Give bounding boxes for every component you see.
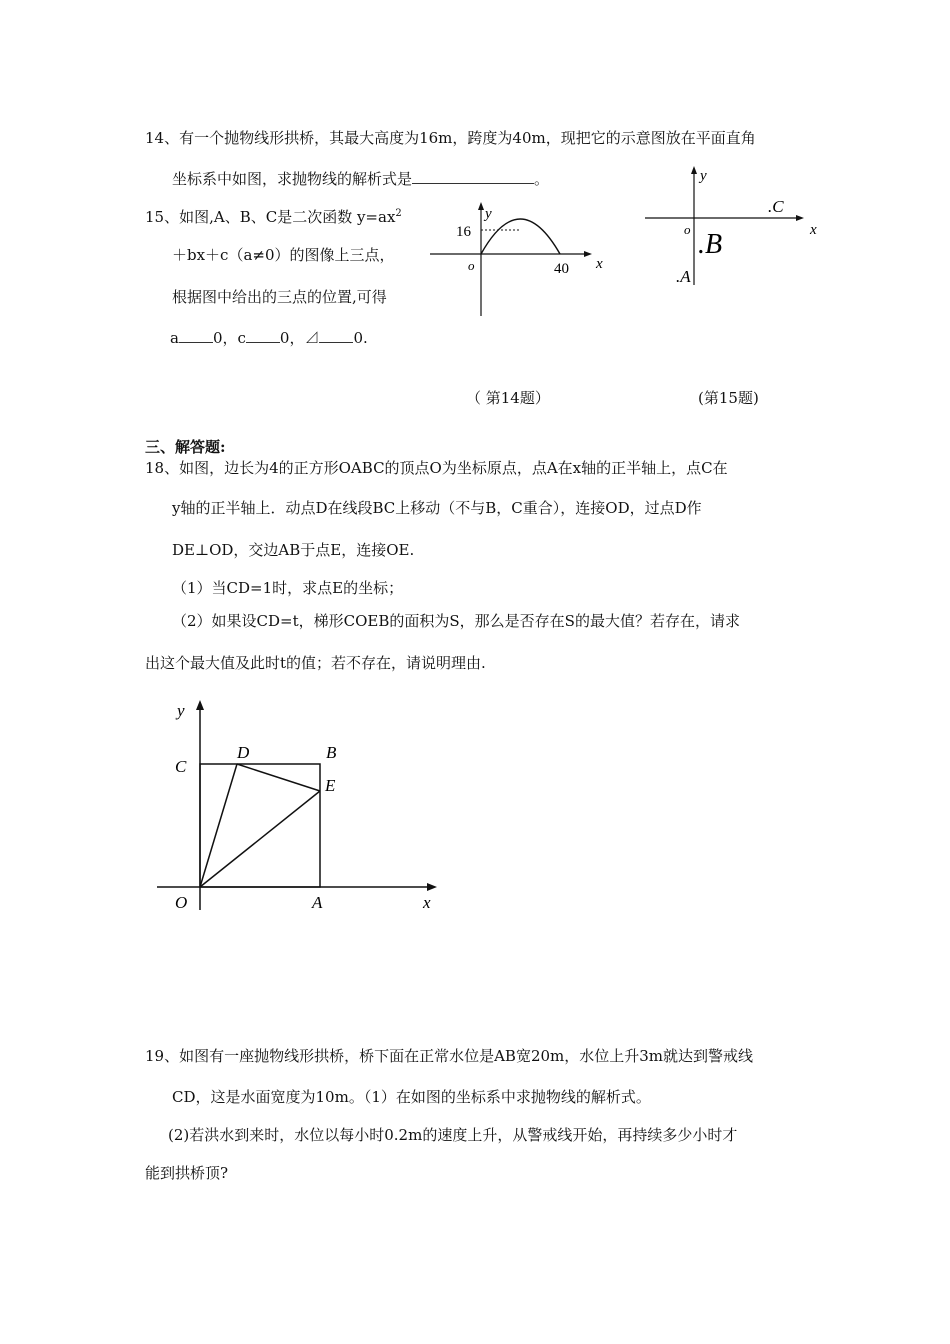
fig18-segment-od [200,764,237,887]
q18-line1: 18、如图，边长为4的正方形OABC的顶点O为坐标原点，点A在x轴的正半轴上，点C在 [145,459,728,477]
fig15-x-arrow [796,215,804,221]
q19-line3: (2)若洪水到来时，水位以每小时0.2m的速度上升，从警戒线开始，再持续多少小时才 [168,1126,738,1144]
q19-line1: 19、如图有一座抛物线形拱桥，桥下面在正常水位是AB宽20m，水位上升3m就达到警戒线 [145,1047,754,1065]
q14-answer-blank [412,169,534,184]
fig14-x-arrow [584,251,592,257]
fig15-origin-label: o [684,222,691,237]
fig14-y-label: y [485,206,492,222]
q15-c-label: ，c [222,329,246,347]
q15-a-blank [179,328,213,343]
fig15-point-b: .B [698,229,723,260]
fig18-label-d: D [237,743,250,762]
fig15-points-diagram [640,160,825,290]
q15-delta-label: ，⊿ [289,329,320,347]
q15-line1 [145,204,402,227]
q15-end: 0. [353,329,368,347]
q15-answer-line [170,328,368,348]
fig15-y-label: y [700,168,707,184]
fig18-segment-oe [200,791,320,887]
fig18-label-c: C [175,757,187,776]
q18-part2b: 出这个最大值及此时t的值；若不存在，请说明理由. [145,654,486,672]
fig14-height-label: 16 [456,224,471,240]
fig14-caption: （ 第14题） [466,389,550,407]
q18-part2a: （2）如果设CD=t，梯形COEB的面积为S，那么是否存在S的最大值？若存在，请求 [172,612,740,630]
fig18-label-o: O [175,893,188,912]
fig15-point-a: .A [676,267,691,286]
fig14-x-label: x [596,256,603,272]
q15-c-zero: 0 [279,329,290,347]
q14-line2-end: 。 [534,170,550,188]
fig14-parabola-diagram [428,196,618,322]
fig18-x-label: x [423,893,431,912]
fig15-caption: (第15题) [698,389,759,407]
fig18-x-arrow [427,883,437,891]
q15-line3: 根据图中给出的三点的位置,可得 [172,288,387,306]
fig18-label-b: B [326,743,337,762]
q19-line2: CD，这是水面宽度为10m。（1）在如图的坐标系中求抛物线的解析式。 [172,1088,651,1106]
q14-line2-text: 坐标系中如图，求抛物线的解析式是 [172,170,413,188]
fig15-y-arrow [691,166,697,174]
fig14-parabola-curve [481,219,560,254]
q15-a-zero: 0 [212,329,223,347]
q19-line4: 能到拱桥顶? [145,1164,229,1182]
q18-line3: DE⊥OD，交边AB于点E，连接OE. [172,541,415,559]
q15-a-label: a [170,329,179,347]
fig14-y-arrow [478,202,484,210]
fig14-span-label: 40 [554,261,569,277]
fig18-segment-de [237,764,320,791]
fig15-point-c: .C [768,197,784,216]
q15-superscript: 2 [395,208,402,219]
fig15-x-label: x [810,222,817,238]
section-title: 三、解答题: [145,438,226,456]
fig18-y-label: y [177,701,185,720]
q14-line1: 14、有一个抛物线形拱桥，其最大高度为16m，跨度为40m，现把它的示意图放在平面直角 [145,129,756,147]
q15-delta-blank [319,328,353,343]
q15-c-blank [246,328,280,343]
fig14-origin-label: o [468,258,475,273]
fig18-square-diagram [155,696,445,916]
q18-line2: y轴的正半轴上．动点D在线段BC上移动（不与B，C重合），连接OD，过点D作 [172,499,702,517]
q18-part1: （1）当CD=1时，求点E的坐标； [172,579,404,597]
fig18-y-arrow [196,700,204,710]
q15-line1-text: 15、如图,A、B、C是二次函数 y=ax [145,208,396,226]
fig18-label-e: E [325,776,336,795]
fig18-label-a: A [312,893,323,912]
q14-line2 [172,169,549,189]
q15-line2: ＋bx＋c（a≠0）的图像上三点， [172,246,395,264]
